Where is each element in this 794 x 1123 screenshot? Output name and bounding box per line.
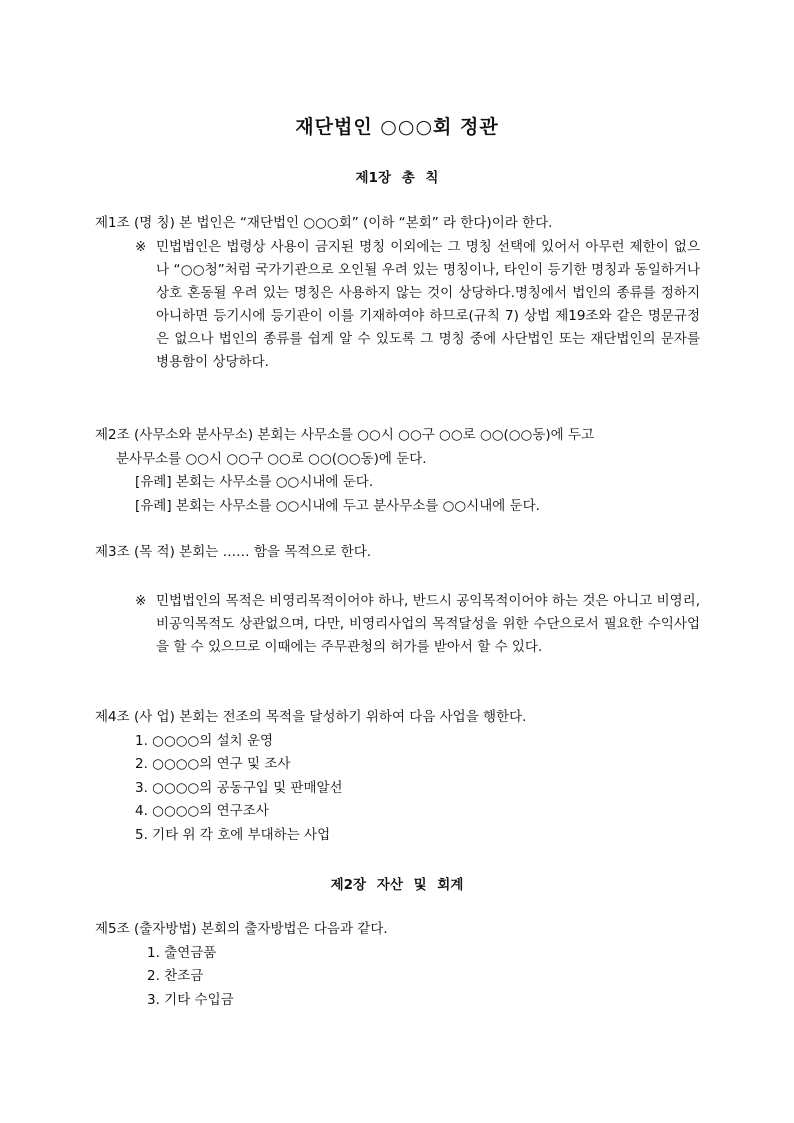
list-item: 3. 기타 수입금: [147, 992, 234, 1008]
list-item: 1. ○○○○의 설치 운영: [135, 733, 274, 749]
article-4: 제4조 (사 업) 본회는 전조의 목적을 달성하기 위하여 다음 사업을 행한다.: [95, 709, 527, 725]
article-2-example-2: [유례] 본회는 사무소를 ○○시내에 두고 분사무소를 ○○시내에 둔다.: [135, 498, 540, 514]
article-2-line2: 분사무소를 ○○시 ○○구 ○○로 ○○(○○동)에 둔다.: [116, 451, 427, 467]
article-3-note: 민법법인의 목적은 비영리목적이어야 하나, 반드시 공익목적이어야 하는 것은 아니고 비영리, 비공익목적도 상관없으며, 다만, 비영리사업의 목적달성을 위한 수단으로서 필요한 수익사업을 할 수 있으므로 이때에는 주무관청의 허가를 받아서 할 수 있다.: [156, 593, 700, 655]
article-5: 제5조 (출자방법) 본회의 출자방법은 다음과 같다.: [95, 921, 388, 937]
list-item: 4. ○○○○의 연구조사: [135, 803, 269, 819]
chapter-heading: 제1장 총 칙: [355, 170, 439, 186]
list-item: 3. ○○○○의 공동구입 및 판매알선: [135, 780, 343, 796]
note-mark: ※: [135, 239, 147, 255]
article-1: 제1조 (명 칭) 본 법인은 “재단법인 ○○○회” (이하 “본회” 라 한다)이라 한다.: [95, 215, 553, 231]
list-item: 5. 기타 위 각 호에 부대하는 사업: [135, 827, 331, 843]
note-mark: ※: [135, 593, 147, 609]
article-2-line1: 제2조 (사무소와 분사무소) 본회는 사무소를 ○○시 ○○구 ○○로 ○○(○○동)에 두고: [95, 427, 595, 443]
list-item: 1. 출연금품: [147, 945, 217, 961]
list-item: 2. ○○○○의 연구 및 조사: [135, 756, 291, 772]
article-1-note: 민법법인은 법령상 사용이 금지된 명칭 이외에는 그 명칭 선택에 있어서 아무런 제한이 없으나 “○○청”처럼 국가기관으로 오인될 우려 있는 명칭이나, 타인이 등기한 명칭과 동일하거나 상호 혼동될 우려 있는 명칭은 사용하지 않는 것이 상당하다.명칭에서 법인의 종류를 정하지 아니하면 등기시에 등기관이 이를 기재하여야 하므로(규칙 7) 상법 제19조와 같은 명문규정은 없으나 법인의 종류를 쉽게 알 수 있도록 그 명칭 중에 사단법인 또는 재단법인의 문자를 병용함이 상당하다.: [156, 239, 700, 370]
article-3: 제3조 (목 적) 본회는 …… 함을 목적으로 한다.: [95, 544, 372, 560]
article-2-example-1: [유례] 본회는 사무소를 ○○시내에 둔다.: [135, 474, 374, 490]
document-title: 재단법인 ○○○회 정관: [295, 116, 499, 138]
chapter-heading: 제2장 자산 및 회계: [330, 877, 464, 893]
list-item: 2. 찬조금: [147, 968, 204, 984]
